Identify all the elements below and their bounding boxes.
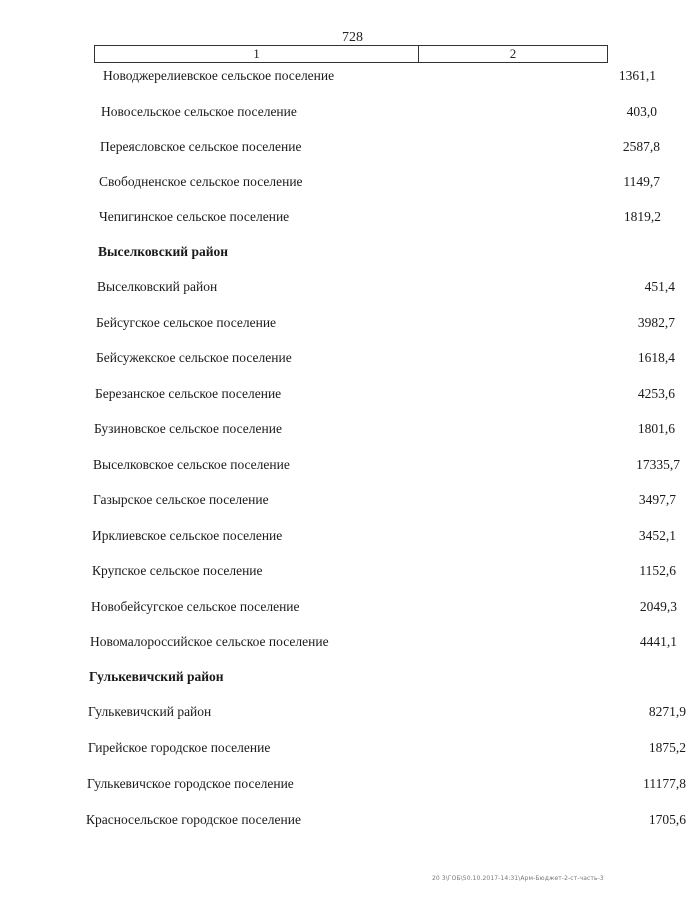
page-number: 728 xyxy=(342,30,363,45)
section-heading-title: Выселковский район xyxy=(98,244,229,259)
row-name: Гирейское городское поселение xyxy=(88,740,271,755)
row-value: 4441,1 xyxy=(639,634,677,649)
row-name: Бейсугское сельское поселение xyxy=(96,315,277,330)
table-header-col2: 2 xyxy=(509,46,517,61)
table-header-col1: 1 xyxy=(95,46,419,62)
row-value: 3497,7 xyxy=(638,492,676,507)
row-name: Выселковское сельское поселение xyxy=(93,457,290,472)
row-value: 1618,4 xyxy=(637,350,675,365)
row-value: 8271,9 xyxy=(648,704,686,719)
row-value: 11177,8 xyxy=(643,776,686,791)
row-value: 2587,8 xyxy=(622,139,660,154)
row-value: 1361,1 xyxy=(618,68,656,83)
row-value: 4253,6 xyxy=(637,386,675,401)
row-name: Гулькевичское городское поселение xyxy=(87,776,294,791)
row-name: Березанское сельское поселение xyxy=(95,386,282,401)
row-value: 17335,7 xyxy=(636,457,680,472)
row-value: 1152,6 xyxy=(639,563,676,578)
row-value: 3452,1 xyxy=(638,528,676,543)
row-name: Новосельское сельское поселение xyxy=(101,104,297,119)
row-name: Чепигинское сельское поселение xyxy=(99,209,290,224)
row-name: Переясловское сельское поселение xyxy=(100,139,302,154)
section-heading-title: Гулькевичский район xyxy=(89,669,224,684)
row-value: 451,4 xyxy=(644,279,675,294)
row-value: 1819,2 xyxy=(623,209,661,224)
footer-stamp: 20 3\ГОБ\50.10.2017-14:31\Арм-Бюджет-2-ст-часть-3 xyxy=(432,875,604,882)
row-name: Свободненское сельское поселение xyxy=(99,174,303,189)
row-value: 3982,7 xyxy=(637,315,675,330)
row-name: Выселковский район xyxy=(97,279,218,294)
row-value: 1875,2 xyxy=(648,740,686,755)
row-name: Гулькевичский район xyxy=(88,704,212,719)
row-name: Газырское сельское поселение xyxy=(93,492,269,507)
row-name: Ирклиевское сельское поселение xyxy=(92,528,283,543)
row-name: Новобейсугское сельское поселение xyxy=(91,599,300,614)
row-value: 1801,6 xyxy=(637,421,675,436)
row-name: Новомалороссийское сельское поселение xyxy=(90,634,329,649)
row-name: Крупское сельское поселение xyxy=(92,563,263,578)
row-name: Бузиновское сельское поселение xyxy=(94,421,282,436)
row-name: Красносельское городское поселение xyxy=(86,812,301,827)
row-value: 1705,6 xyxy=(648,812,686,827)
row-name: Бейсужекское сельское поселение xyxy=(96,350,292,365)
row-value: 2049,3 xyxy=(639,599,677,614)
row-value: 1149,7 xyxy=(623,174,660,189)
row-name: Новоджерелиевское сельское поселение xyxy=(103,68,335,83)
row-value: 403,0 xyxy=(626,104,657,119)
